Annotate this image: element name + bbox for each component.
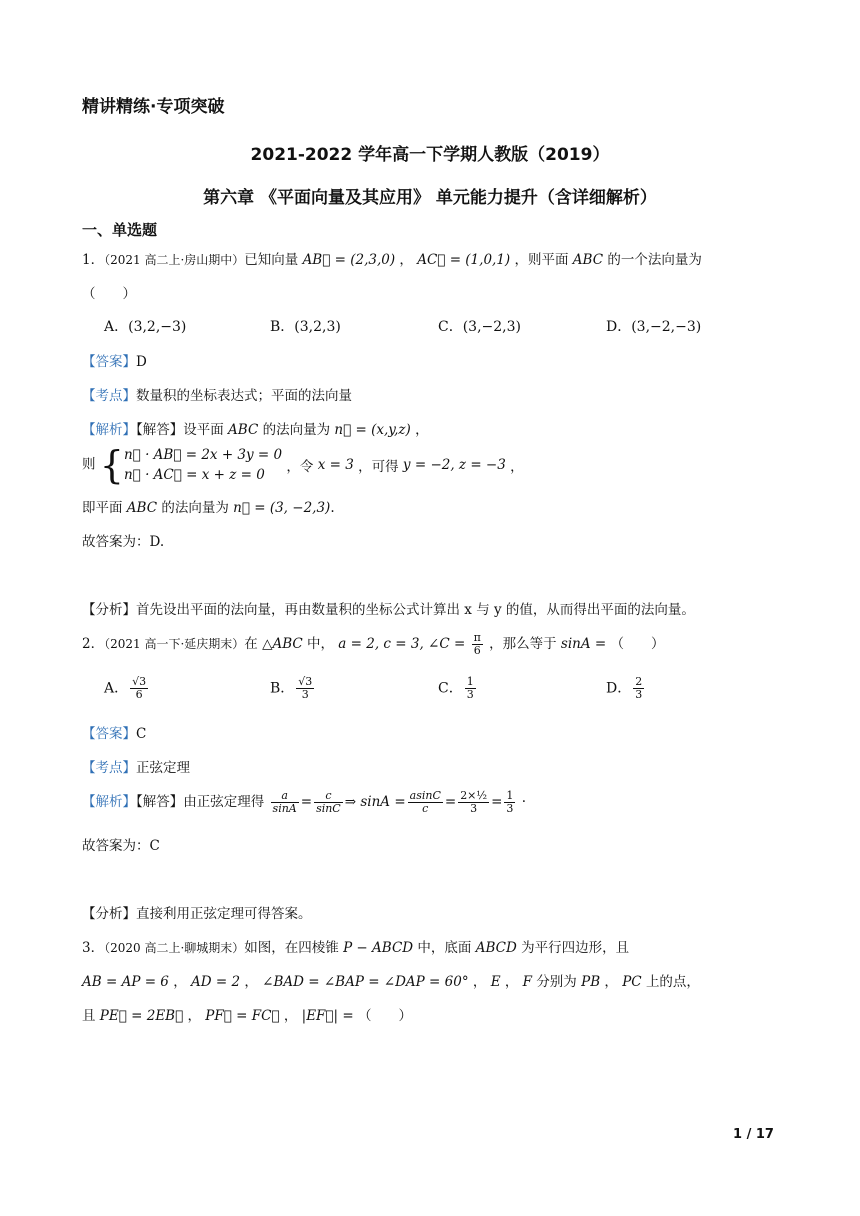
q2-stem-b: 中， bbox=[307, 636, 334, 652]
q2-six: 6 bbox=[473, 644, 481, 657]
title-line-2: 第六章 《平面向量及其应用》 单元能力提升（含详细解析） bbox=[203, 188, 657, 208]
q1-equation-1: n⃗ · AB⃗ = 2x + 3y = 0 bbox=[123, 447, 283, 463]
q2-option-d-den: 3 bbox=[635, 688, 643, 701]
q2-source: （2021 高一下·延庆期末） bbox=[104, 637, 245, 651]
q3-stem-line-2 bbox=[82, 970, 700, 990]
q1-stem bbox=[82, 248, 702, 268]
q1-answer-value: D bbox=[136, 354, 147, 370]
point-tag: 【考点】 bbox=[82, 388, 136, 404]
q3-pc: PC bbox=[622, 974, 642, 990]
q3-l3-comma-2: ， bbox=[283, 1008, 298, 1024]
summary-tag: 【分析】 bbox=[82, 602, 136, 618]
q3-point-e: E bbox=[490, 974, 501, 990]
q2-f3-den: c bbox=[422, 802, 429, 815]
q3-point-f: F bbox=[522, 974, 533, 990]
title-line-1: 2021-2022 学年高一下学期人教版（2019） bbox=[250, 145, 610, 165]
q2-sina: sinA = bbox=[560, 636, 607, 652]
q3-angles: ∠BAD = ∠BAP = ∠DAP = 60° bbox=[262, 974, 469, 990]
q1-then: 则 bbox=[82, 456, 96, 473]
q2-option-a bbox=[104, 676, 150, 701]
analysis-tag: 【解析】 bbox=[82, 794, 136, 810]
q1-final-answer: 故答案为：D. bbox=[82, 534, 165, 550]
page-number: 1 / 17 bbox=[733, 1127, 774, 1142]
answer-tag: 【答案】 bbox=[82, 354, 136, 370]
q1-sol-abc: ABC bbox=[228, 422, 259, 438]
q3-l2-comma-5: ， bbox=[604, 974, 618, 990]
q1-res-a: 即平面 bbox=[82, 500, 123, 516]
q2-point bbox=[82, 756, 190, 776]
q3-stem-line-3 bbox=[82, 1004, 412, 1024]
q2-option-c-label: C． bbox=[438, 680, 463, 697]
q3-ad: AD = 2 bbox=[190, 974, 241, 990]
q1-number: 1． bbox=[82, 252, 105, 268]
q3-ef: |EF⃗| = bbox=[301, 1008, 354, 1024]
q2-summary-text: 直接利用正弦定理可得答案。 bbox=[136, 906, 312, 922]
q2-f1-den: sinA bbox=[272, 802, 297, 815]
q1-point bbox=[82, 384, 352, 404]
q2-f1-num: a bbox=[271, 790, 299, 803]
q1-summary bbox=[82, 598, 695, 618]
q3-pf: PF⃗ = FC⃗ bbox=[205, 1008, 280, 1024]
q2-eq-3: = bbox=[491, 794, 503, 810]
q3-base: ABCD bbox=[475, 940, 517, 956]
q1-source: （2021 高二上·房山期中） bbox=[104, 253, 245, 267]
q1-sol-text-a: 设平面 bbox=[183, 422, 224, 438]
q3-l1-c: 为平行四边形，且 bbox=[521, 940, 630, 956]
q1-answer-paren: （ ） bbox=[82, 286, 136, 302]
q2-triangle: △ABC bbox=[262, 636, 303, 652]
q1-vector-ac: AC⃗ = (1,0,1) bbox=[417, 252, 511, 268]
q2-option-b-den: 3 bbox=[301, 688, 309, 701]
left-brace-icon: { bbox=[99, 443, 124, 487]
q1-option-a: A．(3,2,−3) bbox=[104, 319, 187, 335]
q3-l1-b: 中，底面 bbox=[417, 940, 472, 956]
summary-tag: 【分析】 bbox=[82, 906, 136, 922]
q3-l2-comma-3: ， bbox=[472, 974, 487, 990]
q2-answer-value: C bbox=[136, 726, 147, 742]
q1-option-c: C．(3,−2,3) bbox=[438, 319, 521, 335]
q2-option-b bbox=[270, 676, 316, 701]
q1-equation-2: n⃗ · AC⃗ = x + z = 0 bbox=[123, 467, 265, 483]
q2-conditions: a = 2, c = 3, ∠C = bbox=[338, 636, 466, 652]
q3-l2-end: 上的点， bbox=[645, 974, 700, 990]
q2-pi: π bbox=[473, 631, 481, 644]
q1-option-b: B．(3,2,3) bbox=[270, 319, 341, 335]
q2-point-text: 正弦定理 bbox=[136, 760, 190, 776]
q1-solution-result bbox=[82, 496, 335, 516]
q3-l1-a: 如图，在四棱锥 bbox=[244, 940, 339, 956]
q3-l2-comma-4: ， bbox=[504, 974, 519, 990]
q2-option-a-label: A． bbox=[104, 680, 129, 697]
q2-solution bbox=[82, 790, 526, 815]
q1-sol-text-c: ， bbox=[415, 422, 429, 438]
q2-arrow: ⇒ sinA = bbox=[344, 794, 406, 810]
q2-eq-1: = bbox=[300, 794, 313, 810]
q2-summary bbox=[82, 902, 312, 922]
q1-stem-text-b: ，则平面 bbox=[514, 252, 569, 268]
point-tag: 【考点】 bbox=[82, 760, 136, 776]
q1-res-b: 的法向量为 bbox=[161, 500, 229, 516]
q3-ab-ap: AB = AP = 6 bbox=[82, 974, 169, 990]
section-heading: 一、单选题 bbox=[82, 221, 158, 239]
q1-summary-text: 首先设出平面的法向量，再由数量积的坐标公式计算出 x 与 y 的值，从而得出平面的法向量。 bbox=[136, 602, 695, 618]
q3-l3-a: 且 bbox=[82, 1008, 96, 1024]
q2-option-b-label: B． bbox=[270, 680, 295, 697]
solution-tag: 【解答】 bbox=[136, 422, 184, 438]
q2-final-answer: 故答案为：C bbox=[82, 838, 160, 854]
q3-number: 3． bbox=[82, 940, 105, 956]
q2-f4-num: 2×½ bbox=[460, 789, 488, 802]
q2-paren: （ ） bbox=[610, 636, 665, 652]
q2-f4-den: 3 bbox=[470, 802, 478, 815]
q3-l3-comma-1: ， bbox=[187, 1008, 201, 1024]
q2-stem-c: ，那么等于 bbox=[489, 636, 557, 652]
q2-number: 2． bbox=[82, 636, 105, 652]
q3-pyramid: P − ABCD bbox=[343, 940, 414, 956]
q1-let-b: ，可得 bbox=[358, 459, 399, 475]
q3-stem-line-1 bbox=[82, 936, 629, 956]
q2-f3-num: asinC bbox=[409, 789, 441, 802]
q2-option-b-num: √3 bbox=[298, 675, 313, 688]
q2-option-a-num: √3 bbox=[132, 675, 147, 688]
q2-option-c-den: 3 bbox=[466, 688, 474, 701]
q3-pe: PE⃗ = 2EB⃗ bbox=[99, 1008, 184, 1024]
q2-option-c bbox=[438, 676, 478, 701]
q2-stem bbox=[82, 632, 665, 657]
q2-option-a-den: 6 bbox=[135, 688, 143, 701]
q3-paren: （ ） bbox=[357, 1008, 412, 1024]
q2-answer bbox=[82, 722, 146, 742]
q1-stem-text-a: 已知向量 bbox=[244, 252, 299, 268]
q3-l2-comma-2: ， bbox=[244, 974, 258, 990]
q1-let-a: ，令 bbox=[286, 459, 314, 475]
solution-tag: 【解答】 bbox=[136, 794, 184, 810]
q1-res-abc: ABC bbox=[126, 500, 158, 516]
q1-option-d: D．(3,−2,−3) bbox=[606, 319, 702, 335]
q1-sol-normal: n⃗ = (x,y,z) bbox=[334, 422, 411, 438]
q3-l2-comma-1: ， bbox=[173, 974, 187, 990]
series-header: 精讲精练·专项突破 bbox=[82, 97, 225, 117]
q1-res-normal: n⃗ = (3, −2,3) bbox=[233, 500, 331, 516]
q1-let-y: y = −2, z = −3 bbox=[402, 457, 506, 473]
q2-option-d bbox=[606, 676, 646, 701]
q2-f5-den: 3 bbox=[506, 802, 514, 815]
q1-solution-system bbox=[82, 445, 524, 485]
q1-sol-text-b: 的法向量为 bbox=[262, 422, 331, 438]
q3-source: （2020 高二上·聊城期末） bbox=[104, 941, 245, 955]
q1-point-text: 数量积的坐标表达式；平面的法向量 bbox=[136, 388, 352, 404]
q1-vector-ab: AB⃗ = (2,3,0) bbox=[302, 252, 396, 268]
q2-sol-a: 由正弦定理得 bbox=[183, 794, 265, 810]
q1-plane-abc: ABC bbox=[572, 252, 604, 268]
q2-dot: · bbox=[521, 794, 526, 810]
q3-pb: PB bbox=[581, 974, 601, 990]
q1-res-c: . bbox=[330, 500, 335, 516]
q1-comma: ， bbox=[399, 252, 413, 268]
q2-option-d-label: D． bbox=[606, 680, 632, 697]
q2-stem-a: 在 bbox=[244, 636, 258, 652]
q2-f2-num: c bbox=[314, 790, 343, 803]
q1-solution-line-1 bbox=[82, 418, 429, 438]
q2-f2-den: sinC bbox=[316, 802, 341, 815]
answer-tag: 【答案】 bbox=[82, 726, 136, 742]
q3-l2-text: 分别为 bbox=[536, 974, 577, 990]
q1-let-x: x = 3 bbox=[317, 457, 354, 473]
q2-option-d-num: 2 bbox=[635, 675, 643, 688]
q1-answer bbox=[82, 350, 147, 370]
q1-stem-text-c: 的一个法向量为 bbox=[607, 252, 702, 268]
analysis-tag: 【解析】 bbox=[82, 422, 136, 438]
q2-f5-num: 1 bbox=[506, 789, 514, 802]
q2-eq-2: = bbox=[444, 794, 457, 810]
q2-option-c-num: 1 bbox=[466, 675, 474, 688]
q1-let-c: ， bbox=[510, 459, 524, 475]
